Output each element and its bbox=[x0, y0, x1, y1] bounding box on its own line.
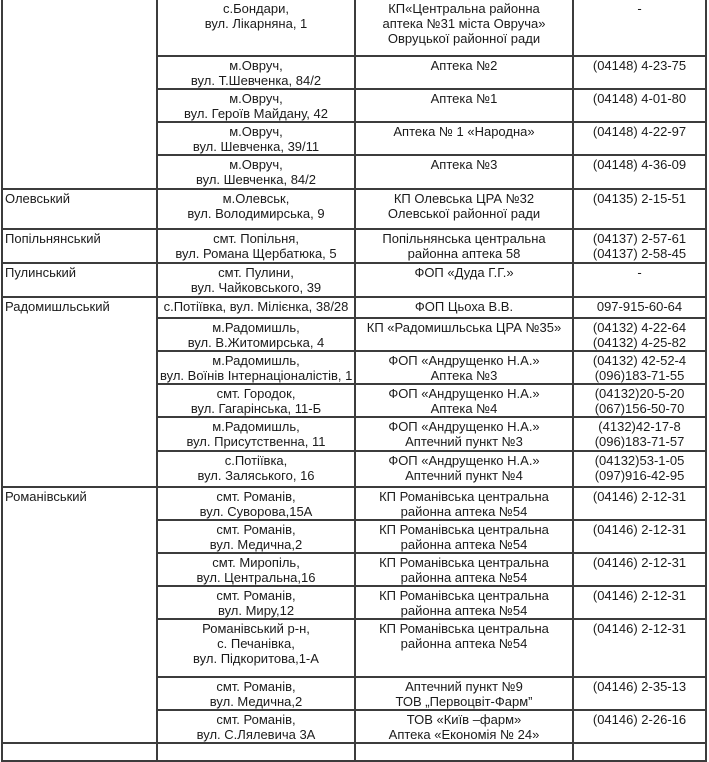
cell-text-line: Олевської районної ради bbox=[387, 206, 541, 221]
pharmacy-cell bbox=[355, 155, 573, 189]
pharmacy-cell bbox=[355, 586, 573, 619]
cell-text-line: КП Романівська центральна bbox=[379, 522, 549, 537]
address-cell bbox=[157, 619, 355, 677]
phone-cell bbox=[573, 710, 706, 743]
cell-text-line: (04148) 4-36-09 bbox=[592, 157, 687, 172]
cell-text-line: КП Романівська центральна bbox=[379, 588, 549, 603]
cell-text-line: КП Олевська ЦРА №32 bbox=[393, 191, 535, 206]
address-cell bbox=[157, 384, 355, 417]
cell-text-line: (04146) 2-26-16 bbox=[592, 712, 687, 727]
phone-cell bbox=[573, 351, 706, 384]
phone-cell bbox=[573, 122, 706, 155]
cell-text-line: (097)916-42-95 bbox=[594, 468, 685, 483]
district-cell bbox=[2, 743, 157, 761]
cell-text-line: с. Печанівка, bbox=[217, 636, 295, 651]
address-cell bbox=[157, 743, 355, 761]
cell-text-line: вул. Шевченка, 39/11 bbox=[192, 139, 320, 154]
cell-text-line: м.Овруч, bbox=[229, 58, 283, 73]
cell-text-line: вул. Т.Шевченка, 84/2 bbox=[190, 73, 322, 88]
cell-text-line: смт. Пулини, bbox=[218, 265, 294, 280]
cell-text-line: с.Бондари, bbox=[223, 1, 289, 16]
cell-text-line: Попільнянська центральна bbox=[382, 231, 546, 246]
cell-text-line: Аптека № 1 «Народна» bbox=[393, 124, 535, 139]
address-cell bbox=[157, 677, 355, 710]
cell-text-line: с.Потіївка, вул. Мілієнка, 38/28 bbox=[163, 299, 349, 314]
cell-text-line: вул. Шевченка, 84/2 bbox=[195, 172, 317, 187]
address-cell bbox=[157, 487, 355, 520]
phone-cell bbox=[573, 155, 706, 189]
cell-text-line: ФОП Цьоха В.В. bbox=[414, 299, 514, 314]
cell-text-line: вул. Романа Щербатюка, 5 bbox=[175, 246, 337, 261]
cell-text-line: районна аптека №54 bbox=[400, 570, 528, 585]
cell-text-line: Аптека №3 bbox=[430, 368, 498, 383]
table-row bbox=[2, 0, 706, 56]
phone-cell bbox=[573, 89, 706, 122]
pharmacy-table-body bbox=[2, 0, 706, 761]
cell-text-line: Аптечний пункт №3 bbox=[405, 434, 523, 449]
phone-cell bbox=[573, 417, 706, 451]
cell-text-line: ФОП «Андрущенко Н.А.» bbox=[388, 419, 540, 434]
pharmacy-cell bbox=[355, 451, 573, 487]
district-name: Пулинський bbox=[5, 265, 77, 280]
cell-text-line: районна аптека 58 bbox=[407, 246, 521, 261]
phone-cell bbox=[573, 743, 706, 761]
phone-cell bbox=[573, 229, 706, 263]
cell-text-line: Овруцької районної ради bbox=[387, 31, 541, 46]
pharmacy-cell bbox=[355, 520, 573, 553]
phone-cell bbox=[573, 619, 706, 677]
cell-text-line: вул. Чайковського, 39 bbox=[190, 280, 322, 295]
district-cell bbox=[2, 229, 157, 263]
cell-text-line: ФОП «Дуда Г.Г.» bbox=[414, 265, 514, 280]
cell-text-line: Аптечний пункт №9 bbox=[405, 679, 523, 694]
cell-text-line: вул. Центральна,16 bbox=[196, 570, 316, 585]
cell-text-line: КП Романівська центральна bbox=[379, 555, 549, 570]
address-cell bbox=[157, 122, 355, 155]
pharmacy-cell bbox=[355, 89, 573, 122]
cell-text-line: вул. Медична,2 bbox=[209, 537, 303, 552]
cell-text-line: вул. Медична,2 bbox=[209, 694, 303, 709]
cell-text-line: смт. Романів, bbox=[216, 489, 296, 504]
cell-text-line: Аптечний пункт №4 bbox=[405, 468, 523, 483]
cell-text-line: ФОП «Андрущенко Н.А.» bbox=[388, 386, 540, 401]
cell-text-line: (4132)42-17-8 bbox=[598, 419, 681, 434]
address-cell bbox=[157, 263, 355, 297]
cell-text-line: ФОП «Андрущенко Н.А.» bbox=[388, 353, 540, 368]
cell-text-line: КП «Радомишльська ЦРА №35» bbox=[366, 320, 562, 335]
cell-text-line: вул. Володимирська, 9 bbox=[187, 206, 325, 221]
pharmacy-cell bbox=[355, 417, 573, 451]
pharmacy-cell bbox=[355, 56, 573, 89]
cell-text-line: вул. Воїнів Інтернаціоналістів, 1 bbox=[160, 368, 353, 383]
pharmacy-cell bbox=[355, 677, 573, 710]
district-cell bbox=[2, 263, 157, 297]
district-cell bbox=[2, 0, 157, 189]
pharmacy-cell bbox=[355, 297, 573, 318]
pharmacy-cell bbox=[355, 318, 573, 351]
district-name: Радомишльський bbox=[5, 299, 110, 314]
pharmacy-cell bbox=[355, 122, 573, 155]
address-cell bbox=[157, 229, 355, 263]
cell-text-line: (04132)53-1-05 bbox=[594, 453, 685, 468]
cell-text-line: (04132) 4-25-82 bbox=[592, 335, 687, 350]
cell-text-line: ТОВ „Первоцвіт-Фарм” bbox=[395, 694, 533, 709]
cell-text-line: районна аптека №54 bbox=[400, 636, 528, 651]
cell-text-line: вул. Підкоритова,1-А bbox=[193, 651, 319, 666]
cell-text-line: (04146) 2-12-31 bbox=[592, 555, 687, 570]
cell-text-line: (04135) 2-15-51 bbox=[592, 191, 687, 206]
pharmacy-cell bbox=[355, 710, 573, 743]
cell-text-line: с.Потіївка, bbox=[224, 453, 288, 468]
district-name: Олевський bbox=[5, 191, 71, 206]
address-cell bbox=[157, 297, 355, 318]
address-cell bbox=[157, 586, 355, 619]
address-cell bbox=[157, 0, 355, 56]
cell-text-line: (04146) 2-12-31 bbox=[592, 588, 687, 603]
cell-text-line: м.Овруч, bbox=[229, 157, 283, 172]
cell-text-line: (04137) 2-58-45 bbox=[592, 246, 687, 261]
table-row bbox=[2, 189, 706, 229]
address-cell bbox=[157, 189, 355, 229]
cell-text-line: КП Романівська центральна bbox=[379, 621, 549, 636]
phone-cell bbox=[573, 451, 706, 487]
pharmacy-cell bbox=[355, 351, 573, 384]
phone-cell bbox=[573, 56, 706, 89]
pharmacy-cell bbox=[355, 743, 573, 761]
cell-text-line: вул. Присутственна, 11 bbox=[186, 434, 326, 449]
phone-cell bbox=[573, 263, 706, 297]
cell-text-line: Аптека №4 bbox=[430, 401, 498, 416]
cell-text-line: м.Овруч, bbox=[229, 91, 283, 106]
phone-cell bbox=[573, 520, 706, 553]
phone-cell bbox=[573, 318, 706, 351]
table-row bbox=[2, 229, 706, 263]
pharmacy-directory-table bbox=[1, 0, 707, 762]
cell-text-line: вул. Лікарняна, 1 bbox=[204, 16, 308, 31]
cell-text-line: аптека №31 міста Овруча» bbox=[382, 16, 546, 31]
cell-text-line: районна аптека №54 bbox=[400, 504, 528, 519]
cell-text-line: смт. Романів, bbox=[216, 712, 296, 727]
pharmacy-cell bbox=[355, 619, 573, 677]
table-row bbox=[2, 263, 706, 297]
phone-cell bbox=[573, 384, 706, 417]
cell-text-line: КП«Центральна районна bbox=[388, 1, 540, 16]
cell-text-line: вул. Гагарінська, 11-Б bbox=[190, 401, 322, 416]
district-cell bbox=[2, 487, 157, 743]
cell-text-line: смт. Миропіль, bbox=[212, 555, 300, 570]
phone-cell bbox=[573, 586, 706, 619]
cell-text-line: (04132) 4-22-64 bbox=[592, 320, 687, 335]
pharmacy-cell bbox=[355, 384, 573, 417]
district-name: Попільнянський bbox=[5, 231, 101, 246]
cell-text-line: Аптека «Економія № 24» bbox=[388, 727, 540, 742]
cell-text-line: Романівський р-н, bbox=[202, 621, 310, 636]
phone-cell bbox=[573, 553, 706, 586]
address-cell bbox=[157, 553, 355, 586]
cell-text-line: (04148) 4-22-97 bbox=[592, 124, 687, 139]
phone-cell bbox=[573, 297, 706, 318]
cell-text-line: м.Радомишль, bbox=[212, 419, 300, 434]
phone-cell bbox=[573, 677, 706, 710]
pharmacy-cell bbox=[355, 189, 573, 229]
cell-text-line: смт. Попільня, bbox=[213, 231, 299, 246]
cell-text-line: вул. Суворова,15А bbox=[199, 504, 313, 519]
cell-text-line: (067)156-50-70 bbox=[594, 401, 685, 416]
cell-text-line: 097-915-60-64 bbox=[596, 299, 683, 314]
cell-text-line: (04146) 2-12-31 bbox=[592, 621, 687, 636]
district-name: Романівський bbox=[5, 489, 87, 504]
cell-text-line: смт. Романів, bbox=[216, 588, 296, 603]
cell-text-line: (04137) 2-57-61 bbox=[592, 231, 687, 246]
address-cell bbox=[157, 56, 355, 89]
address-cell bbox=[157, 710, 355, 743]
cell-text-line: районна аптека №54 bbox=[400, 537, 528, 552]
pharmacy-cell bbox=[355, 487, 573, 520]
table-row bbox=[2, 743, 706, 761]
cell-text-line: КП Романівська центральна bbox=[379, 489, 549, 504]
cell-text-line: м.Радомишль, bbox=[212, 353, 300, 368]
cell-text-line: вул. Героїв Майдану, 42 bbox=[184, 106, 328, 121]
address-cell bbox=[157, 451, 355, 487]
cell-text-line: (04132)20-5-20 bbox=[594, 386, 685, 401]
cell-text-line: (04132) 42-52-4 bbox=[592, 353, 687, 368]
cell-text-line: Аптека №3 bbox=[430, 157, 498, 172]
phone-cell bbox=[573, 189, 706, 229]
cell-text-line: смт. Романів, bbox=[216, 522, 296, 537]
cell-text-line: ТОВ «Київ –фарм» bbox=[406, 712, 522, 727]
district-cell bbox=[2, 189, 157, 229]
cell-text-line: районна аптека №54 bbox=[400, 603, 528, 618]
cell-text-line: Аптека №2 bbox=[430, 58, 498, 73]
cell-text-line: вул. Миру,12 bbox=[217, 603, 295, 618]
cell-text-line: вул. Заляського, 16 bbox=[197, 468, 315, 483]
cell-text-line: м.Олевськ, bbox=[222, 191, 290, 206]
cell-text-line: (04146) 2-12-31 bbox=[592, 522, 687, 537]
address-cell bbox=[157, 520, 355, 553]
cell-text-line: ФОП «Андрущенко Н.А.» bbox=[388, 453, 540, 468]
address-cell bbox=[157, 318, 355, 351]
phone-cell bbox=[573, 0, 706, 56]
cell-text-line: Аптека №1 bbox=[430, 91, 498, 106]
cell-text-line: - bbox=[637, 265, 642, 280]
district-cell bbox=[2, 297, 157, 487]
cell-text-line: (04146) 2-35-13 bbox=[592, 679, 687, 694]
cell-text-line: смт. Романів, bbox=[216, 679, 296, 694]
pharmacy-cell bbox=[355, 553, 573, 586]
cell-text-line: вул. С.Лялевича 3А bbox=[196, 727, 316, 742]
cell-text-line: (04146) 2-12-31 bbox=[592, 489, 687, 504]
pharmacy-cell bbox=[355, 263, 573, 297]
cell-text-line: (096)183-71-57 bbox=[594, 434, 685, 449]
cell-text-line: - bbox=[637, 1, 642, 16]
address-cell bbox=[157, 351, 355, 384]
table-row bbox=[2, 487, 706, 520]
pharmacy-cell bbox=[355, 0, 573, 56]
cell-text-line: вул. В.Житомирська, 4 bbox=[187, 335, 325, 350]
pharmacy-cell bbox=[355, 229, 573, 263]
cell-text-line: (04148) 4-01-80 bbox=[592, 91, 687, 106]
cell-text-line: м.Радомишль, bbox=[212, 320, 300, 335]
address-cell bbox=[157, 89, 355, 122]
cell-text-line: смт. Городок, bbox=[216, 386, 296, 401]
address-cell bbox=[157, 155, 355, 189]
cell-text-line: м.Овруч, bbox=[229, 124, 283, 139]
cell-text-line: (096)183-71-55 bbox=[594, 368, 685, 383]
phone-cell bbox=[573, 487, 706, 520]
table-row bbox=[2, 297, 706, 318]
address-cell bbox=[157, 417, 355, 451]
cell-text-line: (04148) 4-23-75 bbox=[592, 58, 687, 73]
